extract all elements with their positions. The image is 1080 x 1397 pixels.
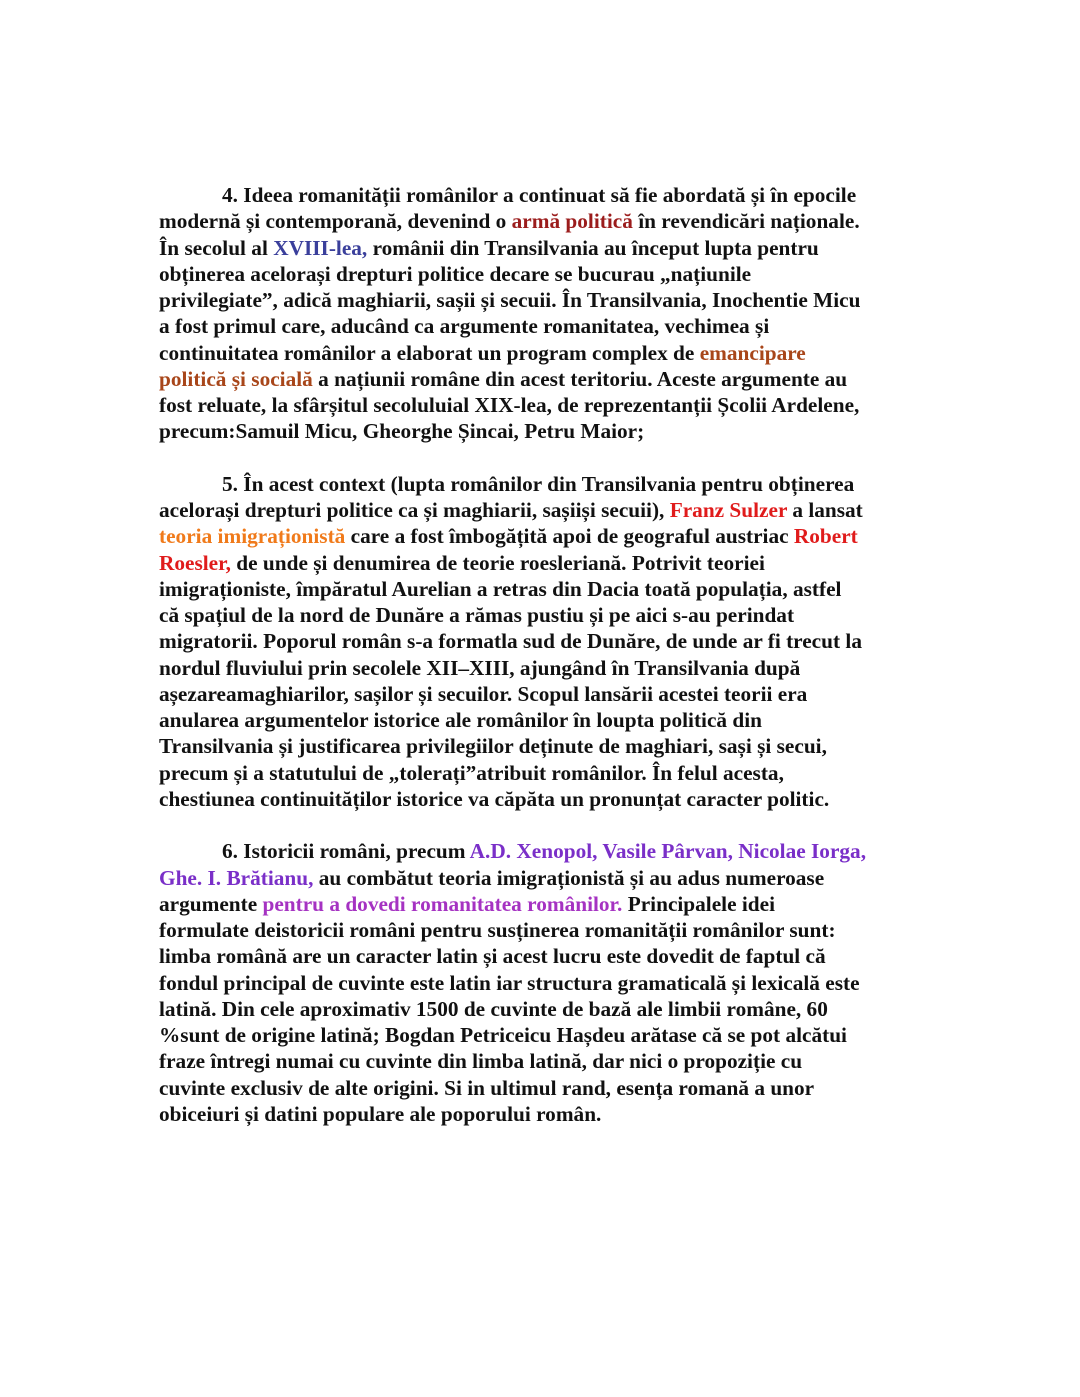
paragraph-6 xyxy=(159,838,931,1127)
paragraph-5 xyxy=(159,471,931,812)
text-line xyxy=(159,392,931,418)
text-line xyxy=(159,943,931,969)
text-line xyxy=(159,1075,931,1101)
text-line xyxy=(159,733,931,759)
text-run: modernă și contemporană, devenind o xyxy=(159,209,512,234)
text-run: care a fost îmbogățită apoi de geograful austriac xyxy=(345,524,794,549)
text-line xyxy=(159,681,931,707)
text-run: cuvinte exclusiv de alte origini. Si in ultimul rand, esența romană a unor xyxy=(159,1075,815,1100)
text-line xyxy=(159,235,931,261)
text-line xyxy=(159,550,931,576)
highlighted-text: A.D. Xenopol, Vasile Pârvan, Nicolae Iorga, xyxy=(469,839,867,864)
text-run: formulate deistoricii români pentru susținerea romanității românilor sunt: xyxy=(159,918,836,942)
text-line xyxy=(159,707,931,733)
text-run: de unde și denumirea de teorie roesleriană. Potrivit teoriei xyxy=(230,550,765,575)
text-line xyxy=(159,760,931,786)
highlighted-text: teoria imigraționistă xyxy=(159,524,346,549)
text-line xyxy=(159,523,931,549)
text-run: precum:Samuil Micu, Gheorghe Șincai, Petru Maior; xyxy=(159,419,645,444)
text-run: românii din Transilvania au început lupta pentru xyxy=(367,235,819,260)
text-run: anularea argumentelor istorice ale românilor în loupta politică din xyxy=(159,708,763,732)
text-run: imigraționiste, împăratul Aurelian a retras din Dacia toată populația, astfel xyxy=(159,576,842,601)
highlighted-text: XVIII-lea, xyxy=(273,235,368,260)
highlighted-text: armă politică xyxy=(511,209,633,234)
text-run: 5. În acest context (lupta românilor din Transilvania pentru obținerea xyxy=(222,471,855,496)
text-run: Principalele idei xyxy=(622,891,775,916)
text-line xyxy=(159,1101,931,1127)
text-run: fondul principal de cuvinte este latin iar structura gramaticală și lexicală este xyxy=(159,970,860,995)
text-run: chestiunea continuităților istorice va căpăta un pronunțat caracter politic. xyxy=(159,786,830,811)
highlighted-text: Ghe. I. Brătianu, xyxy=(159,865,314,890)
text-line xyxy=(159,917,931,943)
text-line xyxy=(159,208,931,234)
text-line xyxy=(159,182,931,208)
text-line xyxy=(159,1048,931,1074)
text-line xyxy=(159,891,931,917)
text-run: că spațiul de la nord de Dunăre a rămas pustiu și pe aici s-au perindat xyxy=(159,603,795,627)
text-line xyxy=(159,838,931,864)
text-run: obținerea acelorași drepturi politice decare se bucurau „națiunile xyxy=(159,261,752,286)
highlighted-text: Franz Sulzer xyxy=(669,498,788,522)
text-line xyxy=(159,655,931,681)
text-line xyxy=(159,497,931,523)
text-run: acelorași drepturi politice ca și maghiarii, sașiiși secuii), xyxy=(159,498,670,522)
text-line xyxy=(159,313,931,339)
text-line xyxy=(159,865,931,891)
text-line xyxy=(159,576,931,602)
text-line xyxy=(159,340,931,366)
text-run: în revendicări naționale. xyxy=(632,209,860,234)
text-run: au combătut teoria imigraționistă și au adus numeroase xyxy=(313,865,825,890)
highlighted-text: politică și socială xyxy=(159,366,313,391)
text-line xyxy=(159,261,931,287)
text-run: continuitatea românilor a elaborat un program complex de xyxy=(159,340,700,365)
highlighted-text: pentru a dovedi romanitatea românilor. xyxy=(262,891,623,916)
text-run: a națiunii române din acest teritoriu. Aceste argumente au xyxy=(312,366,848,391)
text-run: 4. Ideea romanității românilor a continuat să fie abordată și în epocile xyxy=(222,183,857,207)
text-run: În secolul al xyxy=(159,235,274,260)
text-run: fraze întregi numai cu cuvinte din limba latină, dar nici o propoziție cu xyxy=(159,1049,803,1074)
text-line xyxy=(159,1022,931,1048)
text-line xyxy=(159,996,931,1022)
text-line xyxy=(159,287,931,313)
text-run: limba română are un caracter latin și acest lucru este dovedit de faptul că xyxy=(159,944,826,969)
text-line xyxy=(159,628,931,654)
text-line xyxy=(159,602,931,628)
text-run: fost reluate, la sfârșitul secoluluial XIX-lea, de reprezentanții Școlii Ardelene, xyxy=(159,393,860,417)
text-line xyxy=(159,366,931,392)
text-line xyxy=(159,970,931,996)
text-run: argumente xyxy=(159,891,263,916)
text-run: obiceiuri și datini populare ale poporului român. xyxy=(159,1101,602,1126)
text-run: a fost primul care, aducând ca argumente romanitatea, vechimea și xyxy=(159,314,770,339)
text-run: a lansat xyxy=(787,498,863,522)
highlighted-text: Robert xyxy=(793,524,858,549)
document-body xyxy=(159,182,931,1153)
text-line xyxy=(159,786,931,812)
text-line xyxy=(159,471,931,497)
text-run: latină. Din cele aproximativ 1500 de cuvinte de bază ale limbii române, 60 xyxy=(159,996,828,1021)
text-run: %sunt de origine latină; Bogdan Petriceicu Hașdeu arătase că se pot alcătui xyxy=(159,1023,847,1047)
highlighted-text: Roesler, xyxy=(159,550,231,575)
text-run: nordul fluviului prin secolele XII–XIII, ajungând în Transilvania după xyxy=(159,655,801,680)
text-run: precum și a statutului de „tolerați”atribuit românilor. În felul acesta, xyxy=(159,760,784,785)
paragraph-4 xyxy=(159,182,931,445)
text-run: privilegiate”, adică maghiarii, sașii și secuii. În Transilvania, Inochentie Micu xyxy=(159,288,861,312)
highlighted-text: emancipare xyxy=(699,340,806,365)
text-run: migratorii. Poporul român s-a formatla sud de Dunăre, de unde ar fi trecut la xyxy=(159,629,862,654)
text-line xyxy=(159,418,931,444)
text-run: 6. Istoricii români, precum xyxy=(222,839,470,864)
text-run: Transilvania și justificarea privilegiilor deținute de maghiari, sași și secui, xyxy=(159,734,827,759)
text-run: așezareamaghiarilor, sașilor și secuilor. Scopul lansării acestei teorii era xyxy=(159,681,808,706)
